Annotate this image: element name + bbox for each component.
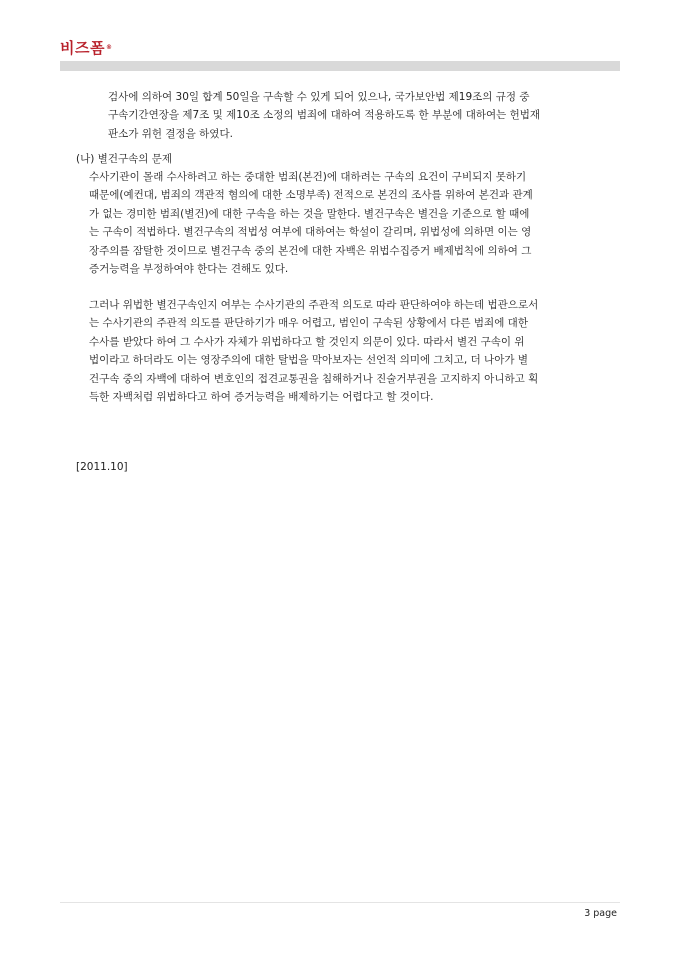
- bizforms-logo: [60, 39, 112, 57]
- registered-mark: ®: [105, 44, 113, 51]
- text-line: 건구속 중의 자백에 대하여 변호인의 접견교통권을 침해하거나 진술거부권을 고지하지 아니하고 획: [89, 372, 539, 385]
- text-line: 는 구속이 적법하다. 별건구속의 적법성 여부에 대하여는 학설이 갈리며, 위법성에 의하면 이는 영: [89, 226, 532, 239]
- text-line: 구속기간연장을 제7조 및 제10조 소정의 범죄에 대하여 적용하도록 한 부분에 대하여는 헌법재: [108, 109, 541, 122]
- text-line: 가 없는 경미한 범죄(별건)에 대한 구속을 하는 것을 말한다. 별건구속은 별건을 기준으로 할 때에: [89, 207, 530, 220]
- document-date: [2011.10]: [76, 461, 128, 473]
- text-line: 검사에 의하여 30일 합계 50일을 구속할 수 있게 되어 있으나, 국가보안법 제19조의 규정 중: [108, 91, 530, 103]
- text-line: 수사를 받았다 하여 그 수사가 자체가 위법하다고 할 것인지 의문이 있다. 따라서 별건 구속이 위: [89, 335, 525, 348]
- text-line: 그러나 위법한 별건구속인지 여부는 수사기관의 주관적 의도로 따라 판단하여야 하는데 법관으로서: [89, 299, 539, 311]
- text-line: 는 수사기관의 주관적 의도를 판단하기가 매우 어렵고, 범인이 구속된 상황에서 다른 범죄에 대한: [89, 317, 528, 330]
- text-line: 득한 자백처럼 위법하다고 하여 증거능력을 배제하기는 어렵다고 할 것이다.: [89, 391, 434, 404]
- paragraph-separate-detention: [89, 168, 615, 278]
- paragraph-detention-period: [108, 88, 615, 143]
- text-line: 장주의를 잠탈한 것이므로 별건구속 중의 본건에 대한 자백은 위법수집증거 배제법칙에 의하여 그: [89, 244, 532, 257]
- logo-text: 비즈폼: [60, 39, 105, 57]
- text-line: 판소가 위헌 결정을 하였다.: [108, 127, 233, 140]
- text-line: 수사기관이 몰래 수사하려고 하는 중대한 범죄(본건)에 대하려는 구속의 요건이 구비되지 못하기: [89, 171, 527, 183]
- text-line: 법이라고 하더라도 이는 영장주의에 대한 탈법을 막아보자는 선언적 의미에 그치고, 더 나아가 별: [89, 354, 528, 367]
- page-number: 3 page: [584, 908, 617, 919]
- section-heading: (나) 별건구속의 문제: [76, 153, 173, 165]
- header-bar: [60, 61, 620, 71]
- text-line: 증거능력을 부정하여야 한다는 견해도 있다.: [89, 263, 289, 276]
- text-line: 때문에(예컨대, 범죄의 객관적 혐의에 대한 소명부족) 전적으로 본건의 조사를 위하여 본건과 관계: [89, 189, 533, 202]
- paragraph-illegality: [89, 296, 615, 406]
- footer-divider: [60, 902, 620, 903]
